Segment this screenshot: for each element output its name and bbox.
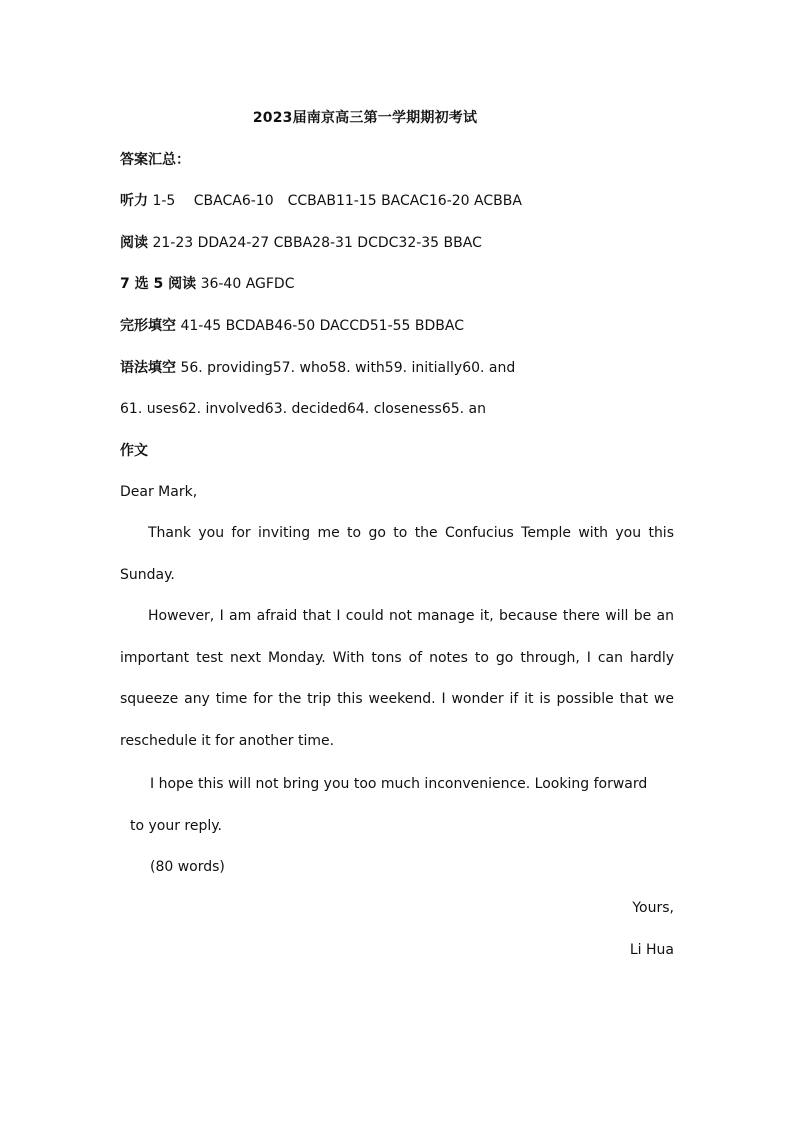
- summary-heading: 答案汇总：: [120, 152, 190, 168]
- essay-heading: 作文: [120, 443, 148, 459]
- answer-text: 41-45 BCDAB46-50 DACCD51-55 BDBAC: [180, 318, 464, 334]
- letter-paragraph-2: However, I am afraid that I could not manage it, because there will be an important test next Monday. With tons of notes to go through, I can hardly squeeze any time for the trip this weekend. I wonder if it is possible that we reschedule it for another time.: [120, 608, 674, 749]
- answer-label: 听力: [120, 193, 148, 209]
- answer-line-seven-five: [120, 274, 294, 294]
- answer-line-grammar: [120, 358, 515, 378]
- letter-paragraph-3-line-2: to your reply.: [130, 818, 223, 834]
- letter-paragraph-1: Thank you for inviting me to go to the Confucius Temple with you this Sunday.: [120, 525, 674, 583]
- word-count: (80 words): [150, 859, 225, 875]
- letter-closing: Yours,: [632, 900, 674, 916]
- answer-text: 36-40 AGFDC: [200, 276, 295, 292]
- answer-line-grammar-continued: 61. uses62. involved63. decided64. closeness65. an: [120, 401, 486, 417]
- letter-paragraph-3-line-1: I hope this will not bring you too much inconvenience. Looking forward: [150, 776, 648, 792]
- answer-text: 56. providing57. who58. with59. initially60. and: [180, 360, 516, 376]
- answer-label: 语法填空: [120, 360, 176, 376]
- letter-salutation: Dear Mark,: [120, 484, 198, 500]
- answer-line-reading: [120, 233, 482, 253]
- answer-text: 1-5 CBACA6-10 CCBAB11-15 BACAC16-20 ACBBA: [152, 193, 522, 209]
- answer-label: 阅读: [120, 235, 148, 251]
- answer-label: 7 选 5 阅读: [120, 276, 197, 292]
- answer-text: 21-23 DDA24-27 CBBA28-31 DCDC32-35 BBAC: [152, 235, 482, 251]
- answer-line-cloze: [120, 316, 464, 336]
- letter-signature: Li Hua: [629, 942, 674, 958]
- answer-line-listening: [120, 191, 522, 211]
- answer-label: 完形填空: [120, 318, 176, 334]
- page-title: 2023届南京高三第一学期期初考试: [252, 110, 478, 126]
